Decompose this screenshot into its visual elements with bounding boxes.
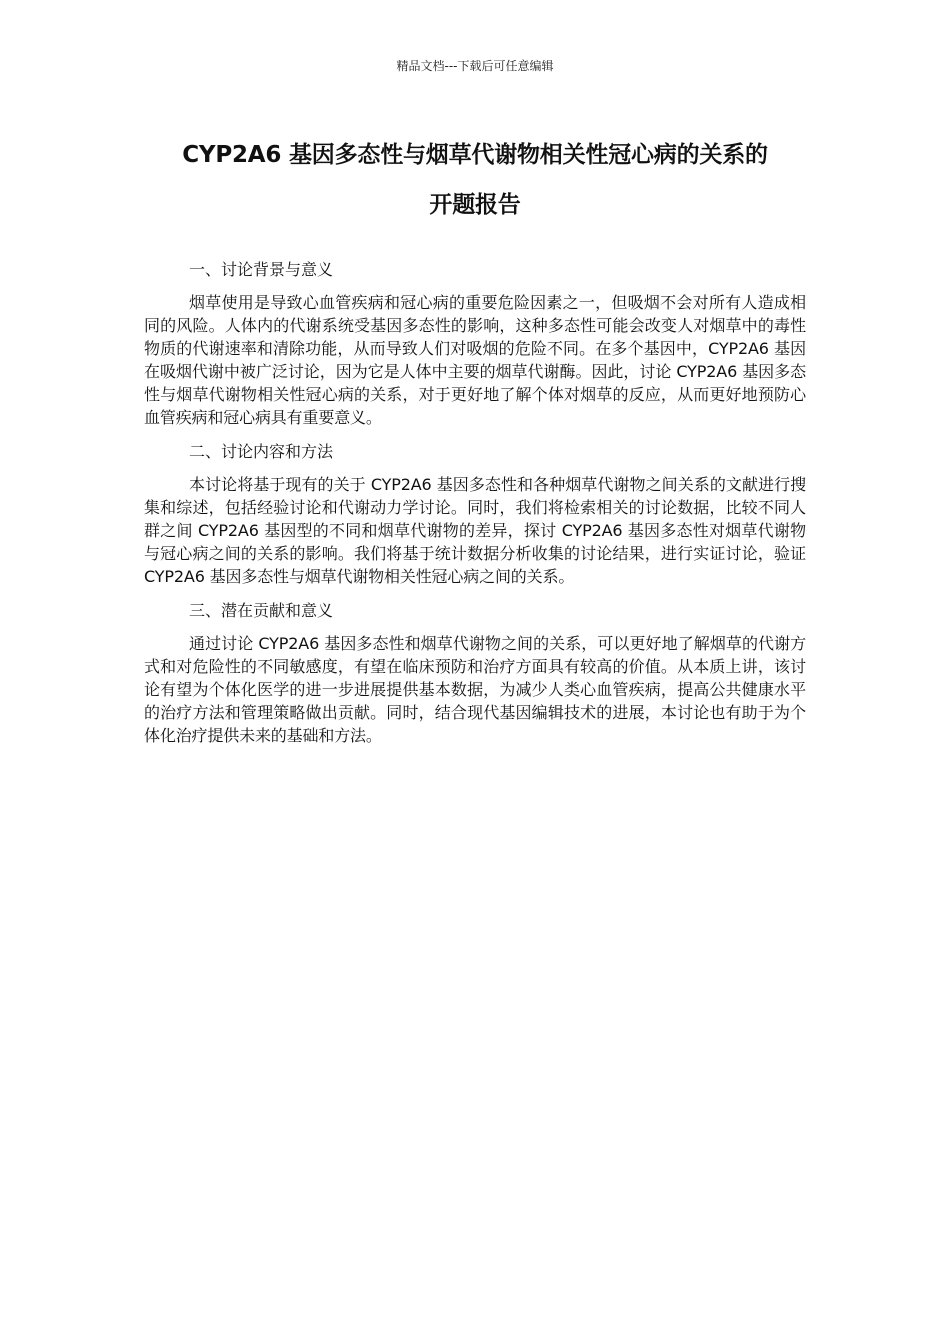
page-header: 精品文档---下载后可任意编辑 [396,59,554,73]
section-paragraph: 烟草使用是导致心血管疾病和冠心病的重要危险因素之一，但吸烟不会对所有人造成相同的风险。人体内的代谢系统受基因多态性的影响，这种多态性可能会改变人对烟草中的毒性物质的代谢速率和清除功能，从而导致人们对吸烟的危险不同。在多个基因中，CYP2A6 基因在吸烟代谢中被广泛讨论，因为它是人体中主要的烟草代谢酶。因此，讨论 CYP2A6 基因多态性与烟草代谢物相关性冠心病的关系，对于更好地了解个体对烟草的反应，从而更好地预防心血管疾病和冠心病具有重要意义。 [144,293,806,427]
section-background [144,258,806,429]
document-title-line-2: 开题报告 [429,192,521,218]
section-paragraph: 本讨论将基于现有的关于 CYP2A6 基因多态性和各种烟草代谢物之间关系的文献进行搜集和综述，包括经验讨论和代谢动力学讨论。同时，我们将检索相关的讨论数据，比较不同人群之间 CYP2A6 基因型的不同和烟草代谢物的差异，探讨 CYP2A6 基因多态性对烟草代谢物与冠心病之间的关系的影响。我们将基于统计数据分析收集的讨论结果，进行实证讨论，验证 CYP2A6 基因多态性与烟草代谢物相关性冠心病之间的关系。 [144,475,806,586]
document-title-line-1: CYP2A6 基因多态性与烟草代谢物相关性冠心病的关系的 [182,142,768,168]
section-heading: 一、讨论背景与意义 [189,260,334,279]
document-body [144,258,806,758]
section-contribution [144,599,806,747]
document-title [144,130,806,230]
section-heading: 二、讨论内容和方法 [189,442,334,461]
section-content-methods [144,440,806,588]
section-paragraph: 通过讨论 CYP2A6 基因多态性和烟草代谢物之间的关系，可以更好地了解烟草的代谢方式和对危险性的不同敏感度，有望在临床预防和治疗方面具有较高的价值。从本质上讲，该讨论有望为个体化医学的进一步进展提供基本数据，为减少人类心血管疾病，提高公共健康水平的治疗方法和管理策略做出贡献。同时，结合现代基因编辑技术的进展，本讨论也有助于为个体化治疗提供未来的基础和方法。 [144,634,806,745]
section-heading: 三、潜在贡献和意义 [189,601,334,620]
